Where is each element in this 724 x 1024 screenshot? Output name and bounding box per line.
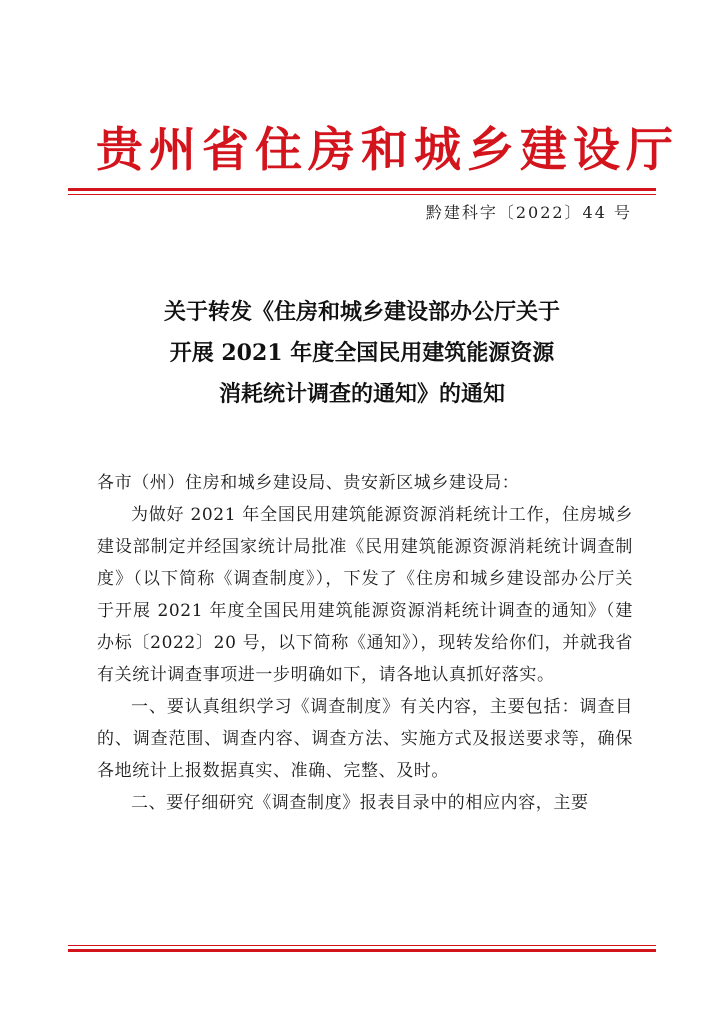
body-paragraph-3: 二、要仔细研究《调查制度》报表目录中的相应内容，主要 <box>131 793 589 813</box>
body-paragraph-2: 一、要认真组织学习《调查制度》有关内容，主要包括：调查目的、调查范围、调查内容、调查方法、实施方式及报送要求等，确保各地统计上报数据真实、准确、完整、及时。 <box>97 697 633 781</box>
footer-red-rule-thick <box>68 949 656 952</box>
header-red-rule-thin <box>68 194 656 195</box>
document-title <box>68 292 656 415</box>
header-red-rule-thick <box>68 188 656 191</box>
title-line-1: 关于转发《住房和城乡建设部办公厅关于 <box>163 299 560 325</box>
salutation: 各市（州）住房和城乡建设局、贵安新区城乡建设局： <box>97 473 520 493</box>
footer-red-rule-thin <box>68 945 656 946</box>
document-body <box>97 467 633 819</box>
title-line-3: 消耗统计调查的通知》的通知 <box>218 381 505 407</box>
document-number: 黔建科字〔2022〕44 号 <box>425 203 632 222</box>
body-paragraph-1: 为做好 2021 年全国民用建筑能源资源消耗统计工作，住房城乡建设部制定并经国家统计局批准《民用建筑能源资源消耗统计调查制度》（以下简称《调查制度》），下发了《住房和城乡建设部办公厅关于开展 2021 年度全国民用建筑能源资源消耗统计调查的通知》（建办标〔2022〕20 号，以下简称《通知》），现转发给你们，并就我省有关统计调查事项进一步明确如下，请各地认真抓好落实。 <box>97 505 633 685</box>
issuing-agency-title: 贵州省住房和城乡建设厅 <box>96 123 679 178</box>
title-line-2: 开展 2021 年度全国民用建筑能源资源 <box>169 340 555 366</box>
